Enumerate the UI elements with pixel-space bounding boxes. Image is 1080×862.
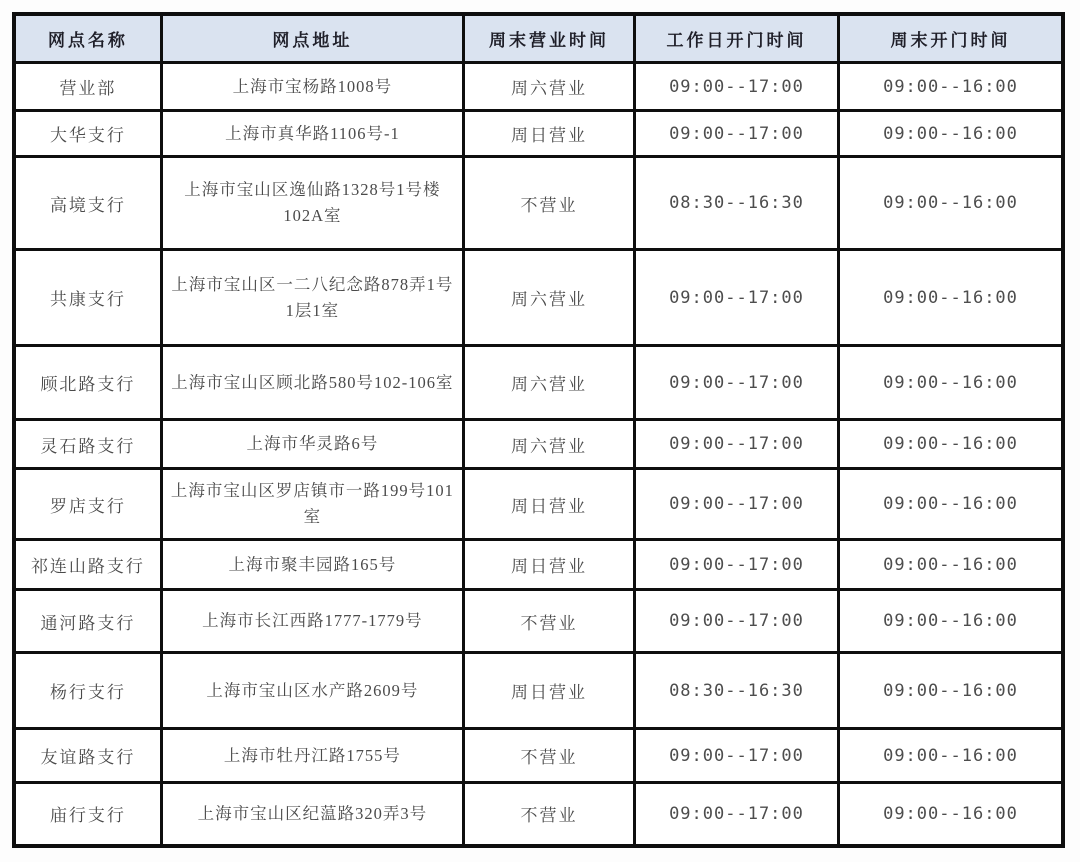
branch-hours-table-container [12,12,1065,848]
table-row [14,783,1063,846]
table-row [14,469,1063,540]
cell-weekday-hours: 08:30--16:30 [634,157,838,250]
cell-branch-name: 罗店支行 [14,469,161,540]
cell-weekend-hours: 09:00--16:00 [838,157,1063,250]
cell-branch-name: 通河路支行 [14,590,161,653]
table-row [14,590,1063,653]
column-header-weekend-hours: 周末开门时间 [838,14,1063,63]
cell-weekend-status: 不营业 [463,157,634,250]
cell-branch-address: 上海市牡丹江路1755号 [161,729,463,783]
cell-branch-address: 上海市宝杨路1008号 [161,63,463,111]
cell-weekend-hours: 09:00--16:00 [838,63,1063,111]
table-row [14,346,1063,420]
column-header-branch-address: 网点地址 [161,14,463,63]
cell-weekend-status: 周六营业 [463,420,634,469]
cell-weekend-hours: 09:00--16:00 [838,540,1063,590]
cell-weekend-status: 周日营业 [463,469,634,540]
cell-branch-name: 灵石路支行 [14,420,161,469]
cell-branch-address: 上海市宝山区逸仙路1328号1号楼102A室 [161,157,463,250]
cell-weekend-status: 周日营业 [463,111,634,157]
cell-branch-name: 祁连山路支行 [14,540,161,590]
cell-weekend-status: 周六营业 [463,63,634,111]
table-row [14,157,1063,250]
table-row [14,250,1063,346]
branch-hours-table [12,12,1065,848]
cell-weekend-status: 不营业 [463,590,634,653]
cell-branch-name: 友谊路支行 [14,729,161,783]
cell-branch-name: 共康支行 [14,250,161,346]
table-row [14,111,1063,157]
cell-branch-address: 上海市宝山区一二八纪念路878弄1号1层1室 [161,250,463,346]
cell-branch-address: 上海市宝山区纪蕰路320弄3号 [161,783,463,846]
cell-branch-name: 杨行支行 [14,653,161,729]
cell-branch-address: 上海市宝山区水产路2609号 [161,653,463,729]
cell-weekend-status: 周日营业 [463,540,634,590]
cell-weekend-hours: 09:00--16:00 [838,729,1063,783]
cell-weekend-status: 周六营业 [463,250,634,346]
cell-branch-name: 大华支行 [14,111,161,157]
cell-branch-address: 上海市聚丰园路165号 [161,540,463,590]
cell-weekend-hours: 09:00--16:00 [838,783,1063,846]
cell-branch-name: 高境支行 [14,157,161,250]
cell-weekend-status: 周六营业 [463,346,634,420]
cell-weekend-hours: 09:00--16:00 [838,469,1063,540]
cell-weekend-hours: 09:00--16:00 [838,653,1063,729]
cell-weekday-hours: 09:00--17:00 [634,346,838,420]
cell-weekday-hours: 09:00--17:00 [634,540,838,590]
cell-weekend-hours: 09:00--16:00 [838,250,1063,346]
cell-branch-address: 上海市宝山区罗店镇市一路199号101室 [161,469,463,540]
cell-weekday-hours: 09:00--17:00 [634,590,838,653]
cell-weekday-hours: 08:30--16:30 [634,653,838,729]
cell-weekend-status: 不营业 [463,729,634,783]
cell-weekday-hours: 09:00--17:00 [634,111,838,157]
header-row [14,14,1063,63]
cell-weekend-hours: 09:00--16:00 [838,420,1063,469]
cell-weekend-status: 不营业 [463,783,634,846]
cell-branch-address: 上海市长江西路1777-1779号 [161,590,463,653]
cell-branch-name: 营业部 [14,63,161,111]
cell-weekend-status: 周日营业 [463,653,634,729]
cell-branch-address: 上海市宝山区顾北路580号102-106室 [161,346,463,420]
table-row [14,653,1063,729]
cell-branch-name: 顾北路支行 [14,346,161,420]
cell-branch-address: 上海市真华路1106号-1 [161,111,463,157]
table-row [14,63,1063,111]
cell-weekday-hours: 09:00--17:00 [634,63,838,111]
table-row [14,729,1063,783]
cell-weekday-hours: 09:00--17:00 [634,469,838,540]
cell-weekend-hours: 09:00--16:00 [838,111,1063,157]
column-header-weekday-hours: 工作日开门时间 [634,14,838,63]
cell-weekend-hours: 09:00--16:00 [838,346,1063,420]
cell-weekday-hours: 09:00--17:00 [634,250,838,346]
cell-weekday-hours: 09:00--17:00 [634,783,838,846]
cell-branch-address: 上海市华灵路6号 [161,420,463,469]
cell-weekday-hours: 09:00--17:00 [634,729,838,783]
table-row [14,540,1063,590]
cell-weekday-hours: 09:00--17:00 [634,420,838,469]
cell-branch-name: 庙行支行 [14,783,161,846]
table-row [14,420,1063,469]
column-header-branch-name: 网点名称 [14,14,161,63]
cell-weekend-hours: 09:00--16:00 [838,590,1063,653]
column-header-weekend-status: 周末营业时间 [463,14,634,63]
